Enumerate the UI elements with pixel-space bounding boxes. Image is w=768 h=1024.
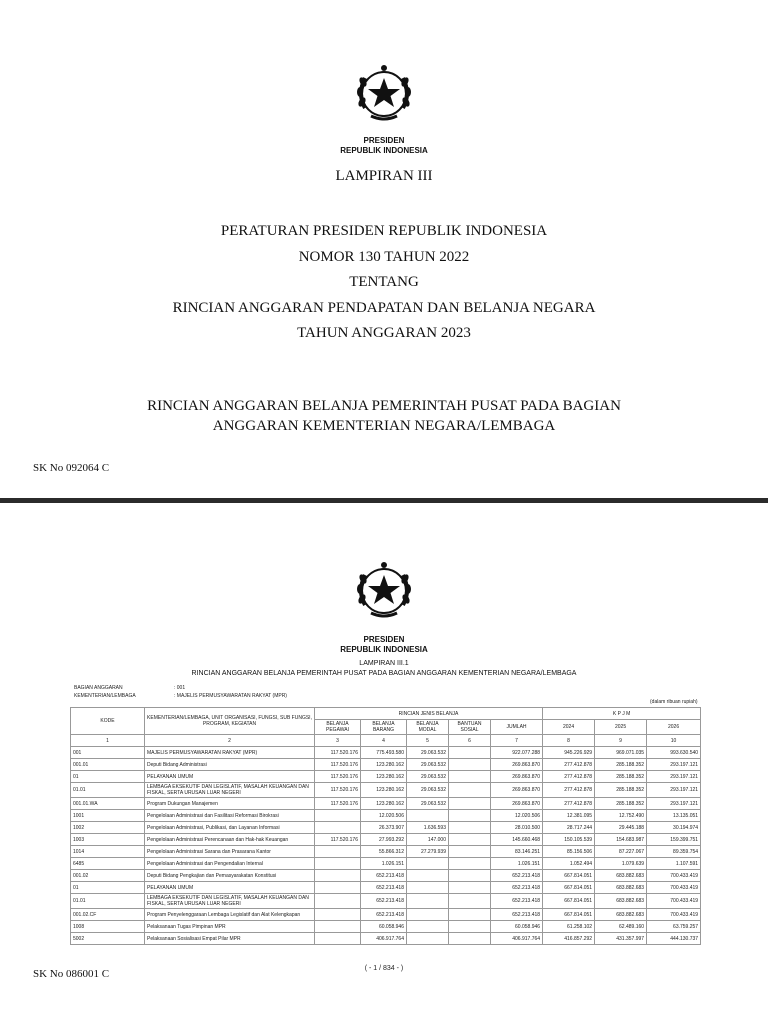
cell-k2025: 683.882.683 xyxy=(595,882,647,894)
cell-sosial xyxy=(449,810,491,822)
bagian-label: BAGIAN ANGGARAN xyxy=(74,685,123,691)
cell-k2024: 12.381.095 xyxy=(543,810,595,822)
col-number: 1 xyxy=(71,735,145,747)
cell-uraian: MAJELIS PERMUSYAWARATAN RAKYAT (MPR) xyxy=(145,747,315,759)
cell-k2025: 969.071.035 xyxy=(595,747,647,759)
cell-kode: 001 xyxy=(71,747,145,759)
cell-k2024: 277.412.878 xyxy=(543,798,595,810)
table-title: RINCIAN ANGGARAN BELANJA PEMERINTAH PUSAT PADA BAGIAN ANGGARAN KEMENTERIAN NEGARA/LEMBAGA xyxy=(191,670,577,677)
cell-modal xyxy=(407,909,449,921)
cell-k2025: 285.188.352 xyxy=(595,783,647,798)
cell-pegawai: 117.520.176 xyxy=(315,783,361,798)
cell-barang: 27.993.292 xyxy=(361,834,407,846)
cell-k2026: 293.197.121 xyxy=(647,783,701,798)
cell-sosial xyxy=(449,846,491,858)
cell-jumlah: 652.213.418 xyxy=(491,870,543,882)
regulation-line: TAHUN ANGGARAN 2023 xyxy=(297,325,471,341)
cell-k2024: 667.814.051 xyxy=(543,894,595,909)
cell-sosial xyxy=(449,759,491,771)
table-row xyxy=(71,759,701,771)
cell-barang: 55.866.312 xyxy=(361,846,407,858)
cell-modal xyxy=(407,870,449,882)
cell-k2024: 416.857.292 xyxy=(543,933,595,945)
budget-table xyxy=(70,707,701,945)
cell-uraian: PELAYANAN UMUM xyxy=(145,771,315,783)
cell-k2025: 683.882.683 xyxy=(595,909,647,921)
col-number: 6 xyxy=(449,735,491,747)
kl-label: KEMENTERIAN/LEMBAGA xyxy=(74,693,136,699)
cell-jumlah: 652.213.418 xyxy=(491,882,543,894)
cell-k2024: 277.412.878 xyxy=(543,759,595,771)
cell-kode: 5002 xyxy=(71,933,145,945)
cell-barang: 123.280.162 xyxy=(361,771,407,783)
cell-k2026: 700.433.419 xyxy=(647,894,701,909)
cell-pegawai xyxy=(315,921,361,933)
cell-k2025: 29.445.188 xyxy=(595,822,647,834)
table-row xyxy=(71,909,701,921)
page-number: ( - 1 / 834 - ) xyxy=(364,965,404,972)
cell-kode: 001.01.WA xyxy=(71,798,145,810)
cell-modal xyxy=(407,921,449,933)
cell-modal xyxy=(407,882,449,894)
table-row xyxy=(71,882,701,894)
cell-modal: 29.063.532 xyxy=(407,759,449,771)
cell-pegawai: 117.520.176 xyxy=(315,759,361,771)
cell-sosial xyxy=(449,870,491,882)
cell-modal: 147.000 xyxy=(407,834,449,846)
col-number: 8 xyxy=(543,735,595,747)
cell-barang: 12.020.506 xyxy=(361,810,407,822)
cell-barang: 123.280.162 xyxy=(361,798,407,810)
cell-k2026: 30.194.974 xyxy=(647,822,701,834)
cell-sosial xyxy=(449,921,491,933)
cell-barang: 1.026.151 xyxy=(361,858,407,870)
cell-kode: 6485 xyxy=(71,858,145,870)
emblem-line-2: REPUBLIK INDONESIA xyxy=(340,645,428,654)
header-pegawai: BELANJA PEGAWAI xyxy=(315,720,361,735)
table-row xyxy=(71,834,701,846)
cell-pegawai: 117.520.176 xyxy=(315,834,361,846)
cell-k2026: 159.399.751 xyxy=(647,834,701,846)
sk-number: SK No 092064 C xyxy=(33,462,110,474)
cell-pegawai xyxy=(315,810,361,822)
cell-k2025: 62.489.160 xyxy=(595,921,647,933)
cell-sosial xyxy=(449,909,491,921)
cell-k2024: 277.412.878 xyxy=(543,783,595,798)
regulation-line: TENTANG xyxy=(349,274,419,290)
bagian-value: : 001 xyxy=(174,685,186,691)
cell-k2026: 700.433.419 xyxy=(647,909,701,921)
col-number: 4 xyxy=(361,735,407,747)
cell-uraian: Pengelolaan Administrasi Sarana dan Prasarana Kantor xyxy=(145,846,315,858)
cell-k2024: 667.814.051 xyxy=(543,882,595,894)
table-row xyxy=(71,870,701,882)
subtitle xyxy=(0,396,768,436)
col-number: 7 xyxy=(491,735,543,747)
cell-k2026: 993.630.540 xyxy=(647,747,701,759)
cell-uraian: LEMBAGA EKSEKUTIF DAN LEGISLATIF, MASALAH KEUANGAN DAN FISKAL, SERTA URUSAN LUAR NEGERI xyxy=(145,894,315,909)
emblem-line-2: REPUBLIK INDONESIA xyxy=(340,146,428,155)
header-2025: 2025 xyxy=(595,720,647,735)
table-row xyxy=(71,933,701,945)
garuda-emblem-icon xyxy=(353,559,415,621)
cell-modal: 29.063.532 xyxy=(407,798,449,810)
header-jumlah: JUMLAH xyxy=(491,720,543,735)
cell-k2024: 667.814.051 xyxy=(543,870,595,882)
cell-jumlah: 269.863.870 xyxy=(491,771,543,783)
cell-pegawai xyxy=(315,882,361,894)
cell-k2025: 285.188.352 xyxy=(595,759,647,771)
cell-jumlah: 83.146.251 xyxy=(491,846,543,858)
document-page-2 xyxy=(0,503,768,1024)
cell-modal: 1.636.593 xyxy=(407,822,449,834)
cell-k2026: 13.135.051 xyxy=(647,810,701,822)
column-number-row xyxy=(71,735,701,747)
header-uraian: KEMENTERIAN/LEMBAGA, UNIT ORGANISASI, FUNGSI, SUB FUNGSI, PROGRAM, KEGIATAN xyxy=(145,708,315,735)
lampiran-label: LAMPIRAN III xyxy=(335,168,433,184)
cell-k2024: 85.156.506 xyxy=(543,846,595,858)
header-modal: BELANJA MODAL xyxy=(407,720,449,735)
cell-jumlah: 269.863.870 xyxy=(491,759,543,771)
cell-kode: 01.01 xyxy=(71,783,145,798)
cell-sosial xyxy=(449,822,491,834)
cell-barang: 406.917.764 xyxy=(361,933,407,945)
cell-pegawai: 117.520.176 xyxy=(315,798,361,810)
cell-pegawai xyxy=(315,909,361,921)
cell-jumlah: 652.213.418 xyxy=(491,894,543,909)
cell-k2024: 945.226.929 xyxy=(543,747,595,759)
cell-modal xyxy=(407,858,449,870)
cell-uraian: Deputi Bidang Administrasi xyxy=(145,759,315,771)
header-rincian: RINCIAN JENIS BELANJA xyxy=(315,708,543,720)
table-row xyxy=(71,858,701,870)
cell-modal xyxy=(407,810,449,822)
emblem-caption xyxy=(0,136,768,156)
cell-k2026: 293.197.121 xyxy=(647,798,701,810)
cell-k2024: 277.412.878 xyxy=(543,771,595,783)
header-kpjm: K P J M xyxy=(543,708,701,720)
cell-jumlah: 145.660.468 xyxy=(491,834,543,846)
cell-k2026: 63.759.257 xyxy=(647,921,701,933)
cell-kode: 001.01 xyxy=(71,759,145,771)
cell-sosial xyxy=(449,882,491,894)
cell-modal: 29.063.532 xyxy=(407,771,449,783)
cell-kode: 1008 xyxy=(71,921,145,933)
cell-kode: 1002 xyxy=(71,822,145,834)
cell-jumlah: 269.863.870 xyxy=(491,783,543,798)
document-page-1 xyxy=(0,0,768,498)
regulation-line: RINCIAN ANGGARAN PENDAPATAN DAN BELANJA NEGARA xyxy=(172,299,596,316)
cell-jumlah: 60.058.946 xyxy=(491,921,543,933)
cell-jumlah: 12.020.506 xyxy=(491,810,543,822)
cell-sosial xyxy=(449,834,491,846)
cell-modal: 29.063.532 xyxy=(407,783,449,798)
cell-k2025: 683.882.683 xyxy=(595,894,647,909)
col-number: 2 xyxy=(145,735,315,747)
cell-k2025: 154.683.987 xyxy=(595,834,647,846)
col-number: 5 xyxy=(407,735,449,747)
cell-k2026: 444.130.737 xyxy=(647,933,701,945)
cell-barang: 123.280.162 xyxy=(361,783,407,798)
cell-kode: 001.02 xyxy=(71,870,145,882)
unit-note: (dalam ribuan rupiah) xyxy=(650,699,698,705)
cell-sosial xyxy=(449,771,491,783)
cell-pegawai xyxy=(315,870,361,882)
regulation-line: PERATURAN PRESIDEN REPUBLIK INDONESIA xyxy=(220,223,548,239)
cell-uraian: Pengelolaan Administrasi dan Fasilitasi Reformasi Birokrasi xyxy=(145,810,315,822)
table-row xyxy=(71,771,701,783)
cell-jumlah: 269.863.870 xyxy=(491,798,543,810)
cell-uraian: Pengelolaan Administrasi Perencanaan dan Hak-hak Keuangan xyxy=(145,834,315,846)
col-number: 9 xyxy=(595,735,647,747)
cell-k2024: 150.105.539 xyxy=(543,834,595,846)
col-number: 10 xyxy=(647,735,701,747)
cell-pegawai xyxy=(315,822,361,834)
regulation-line: NOMOR 130 TAHUN 2022 xyxy=(298,248,470,265)
header-2026: 2026 xyxy=(647,720,701,735)
cell-barang: 652.213.418 xyxy=(361,909,407,921)
header-barang: BELANJA BARANG xyxy=(361,720,407,735)
cell-k2024: 1.052.494 xyxy=(543,858,595,870)
cell-jumlah: 28.010.500 xyxy=(491,822,543,834)
cell-kode: 001.02.CF xyxy=(71,909,145,921)
cell-barang: 60.058.946 xyxy=(361,921,407,933)
header-kode: KODE xyxy=(71,708,145,735)
cell-barang: 123.280.162 xyxy=(361,759,407,771)
cell-kode: 1003 xyxy=(71,834,145,846)
cell-k2024: 667.814.051 xyxy=(543,909,595,921)
cell-pegawai xyxy=(315,933,361,945)
cell-uraian: Pengelolaan Administrasi, Publikasi, dan Layanan Informasi xyxy=(145,822,315,834)
kl-value: : MAJELIS PERMUSYAWARATAN RAKYAT (MPR) xyxy=(174,693,287,699)
col-number: 3 xyxy=(315,735,361,747)
regulation-title xyxy=(0,219,768,347)
cell-kode: 01.01 xyxy=(71,894,145,909)
cell-k2025: 1.079.639 xyxy=(595,858,647,870)
table-row xyxy=(71,783,701,798)
cell-jumlah: 922.077.288 xyxy=(491,747,543,759)
cell-sosial xyxy=(449,747,491,759)
cell-k2025: 285.188.352 xyxy=(595,798,647,810)
cell-jumlah: 652.213.418 xyxy=(491,909,543,921)
cell-barang: 652.213.418 xyxy=(361,882,407,894)
cell-k2026: 293.197.121 xyxy=(647,759,701,771)
cell-barang: 775.493.580 xyxy=(361,747,407,759)
cell-k2026: 700.433.419 xyxy=(647,870,701,882)
cell-uraian: Pelaksanaan Sosialisasi Empat Pilar MPR xyxy=(145,933,315,945)
cell-modal: 29.063.532 xyxy=(407,747,449,759)
cell-sosial xyxy=(449,798,491,810)
cell-modal xyxy=(407,933,449,945)
cell-pegawai xyxy=(315,846,361,858)
table-row xyxy=(71,894,701,909)
table-row xyxy=(71,822,701,834)
cell-k2025: 683.882.683 xyxy=(595,870,647,882)
cell-k2026: 1.107.591 xyxy=(647,858,701,870)
cell-kode: 01 xyxy=(71,882,145,894)
cell-pegawai: 117.520.176 xyxy=(315,771,361,783)
cell-pegawai xyxy=(315,858,361,870)
cell-uraian: PELAYANAN UMUM xyxy=(145,882,315,894)
cell-uraian: Program Penyelenggaraan Lembaga Legislatif dan Alat Kelengkapan xyxy=(145,909,315,921)
cell-modal: 27.279.939 xyxy=(407,846,449,858)
table-row xyxy=(71,921,701,933)
cell-jumlah: 406.917.764 xyxy=(491,933,543,945)
cell-k2026: 700.433.419 xyxy=(647,882,701,894)
cell-k2024: 61.258.102 xyxy=(543,921,595,933)
cell-k2025: 87.227.067 xyxy=(595,846,647,858)
cell-sosial xyxy=(449,933,491,945)
cell-k2026: 89.359.754 xyxy=(647,846,701,858)
cell-barang: 652.213.418 xyxy=(361,870,407,882)
cell-barang: 652.213.418 xyxy=(361,894,407,909)
lampiran-label: LAMPIRAN III.1 xyxy=(359,660,409,667)
cell-modal xyxy=(407,894,449,909)
cell-barang: 26.373.907 xyxy=(361,822,407,834)
header-sosial: BANTUAN SOSIAL xyxy=(449,720,491,735)
subtitle-line: RINCIAN ANGGARAN BELANJA PEMERINTAH PUSAT PADA BAGIAN xyxy=(147,398,621,414)
table-row xyxy=(71,846,701,858)
cell-uraian: LEMBAGA EKSEKUTIF DAN LEGISLATIF, MASALAH KEUANGAN DAN FISKAL, SERTA URUSAN LUAR NEGERI xyxy=(145,783,315,798)
emblem-line-1: PRESIDEN xyxy=(363,136,405,145)
cell-uraian: Program Dukungan Manajemen xyxy=(145,798,315,810)
table-row xyxy=(71,798,701,810)
cell-kode: 1014 xyxy=(71,846,145,858)
cell-k2025: 12.752.490 xyxy=(595,810,647,822)
table-row xyxy=(71,747,701,759)
header-2024: 2024 xyxy=(543,720,595,735)
cell-pegawai xyxy=(315,894,361,909)
garuda-emblem-icon xyxy=(353,62,415,124)
cell-uraian: Pengelolaan Administrasi dan Pengendalian Internal xyxy=(145,858,315,870)
sk-number: SK No 086001 C xyxy=(33,968,110,980)
cell-jumlah: 1.026.151 xyxy=(491,858,543,870)
cell-kode: 1001 xyxy=(71,810,145,822)
cell-kode: 01 xyxy=(71,771,145,783)
table-row xyxy=(71,810,701,822)
cell-k2026: 293.197.121 xyxy=(647,771,701,783)
cell-sosial xyxy=(449,783,491,798)
cell-k2024: 28.717.244 xyxy=(543,822,595,834)
emblem-caption xyxy=(0,635,768,655)
cell-uraian: Deputi Bidang Pengkajian dan Pemasyarakatan Konstitusi xyxy=(145,870,315,882)
cell-pegawai: 117.520.176 xyxy=(315,747,361,759)
cell-sosial xyxy=(449,858,491,870)
cell-sosial xyxy=(449,894,491,909)
subtitle-line: ANGGARAN KEMENTERIAN NEGARA/LEMBAGA xyxy=(212,418,556,434)
emblem-line-1: PRESIDEN xyxy=(363,635,405,644)
cell-k2025: 431.357.997 xyxy=(595,933,647,945)
cell-k2025: 285.188.352 xyxy=(595,771,647,783)
cell-uraian: Pelaksanaan Tugas Pimpinan MPR xyxy=(145,921,315,933)
